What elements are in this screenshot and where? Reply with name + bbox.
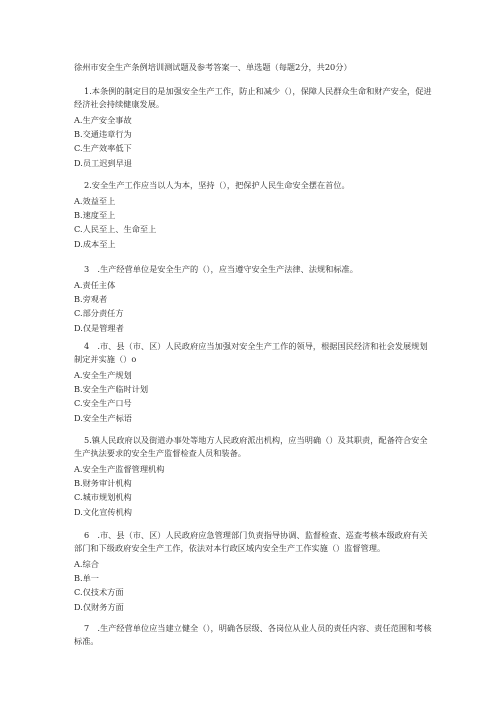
option-c: C.人民至上、生命至上 (74, 224, 157, 235)
option-d: D.文化宣传机构 (74, 506, 132, 517)
option-b: B.单一 (74, 573, 99, 584)
option-b: B.财务审计机构 (74, 478, 132, 489)
question-3 (74, 263, 434, 335)
question-stem: 1.本条例的制定目的是加强安全生产工作，防止和减少（），保障人民群众生命和财产安全，促进经济社会持续健康发展。 (74, 86, 432, 109)
question-stem: 6 .市、县（市、区）人民政府应急管理部门负责指导协调、监督检查、巡查考核本级政府有关部门和下级政府安全生产工作，依法对本行政区域内安全生产工作实施（）监督管理。 (74, 530, 428, 553)
question-6 (74, 529, 434, 614)
question-2 (74, 179, 434, 251)
question-stem: 3 .生产经营单位是安全生产的（），应当遵守安全生产法律、法规和标准。 (84, 264, 358, 274)
option-c: C.部分责任方 (74, 308, 124, 319)
document-title: 徐州市安全生产条例培训测试题及参考答案一、单选题（每题2分，共20分） (74, 62, 352, 72)
option-a: A.效益至上 (74, 196, 116, 206)
option-a: A.综合 (74, 559, 99, 569)
option-a: A.安全生产规划 (74, 370, 132, 380)
option-a: A.生产安全事故 (74, 115, 132, 125)
question-5 (74, 434, 434, 519)
option-b: B.安全生产临时计划 (74, 384, 149, 395)
option-c: C.生产效率低下 (74, 143, 132, 154)
option-d: D.仅财务方面 (74, 601, 124, 612)
question-1 (74, 85, 434, 170)
question-stem: 7 .生产经营单位应当建立健全（），明确各层级、各岗位从业人员的责任内容、责任范围和考核标准。 (74, 623, 432, 646)
option-c: C.城市规划机构 (74, 492, 132, 503)
option-d: D.员工迟到早退 (74, 157, 132, 168)
option-a: A.责任主体 (74, 280, 116, 290)
option-c: C.安全生产口号 (74, 398, 132, 409)
question-stem: 2.安全生产工作应当以人为本，坚持（），把保护人民生命安全摆在首位。 (84, 180, 350, 190)
option-a: A.安全生产监督管理机构 (74, 464, 165, 474)
option-b: B.速度至上 (74, 210, 116, 221)
question-7 (74, 622, 434, 650)
option-d: D.仅是管理者 (74, 322, 124, 333)
question-stem: 5.镇人民政府以及街道办事处等地方人民政府派出机构，应当明确（）及其职责，配备符合安全生产执法要求的安全生产监督检查人员和装备。 (74, 435, 428, 458)
option-b: B.交通违章行为 (74, 129, 132, 140)
question-stem: 4 .市、县（市、区）人民政府应当加强对安全生产工作的领导，根据国民经济和社会发展规划制定并实施（）o (74, 341, 428, 364)
option-d: D.成本至上 (74, 238, 116, 249)
option-d: D.安全生产标语 (74, 412, 132, 423)
option-b: B.旁观者 (74, 294, 108, 305)
option-c: C.仅技术方面 (74, 587, 124, 598)
question-4 (74, 340, 434, 425)
